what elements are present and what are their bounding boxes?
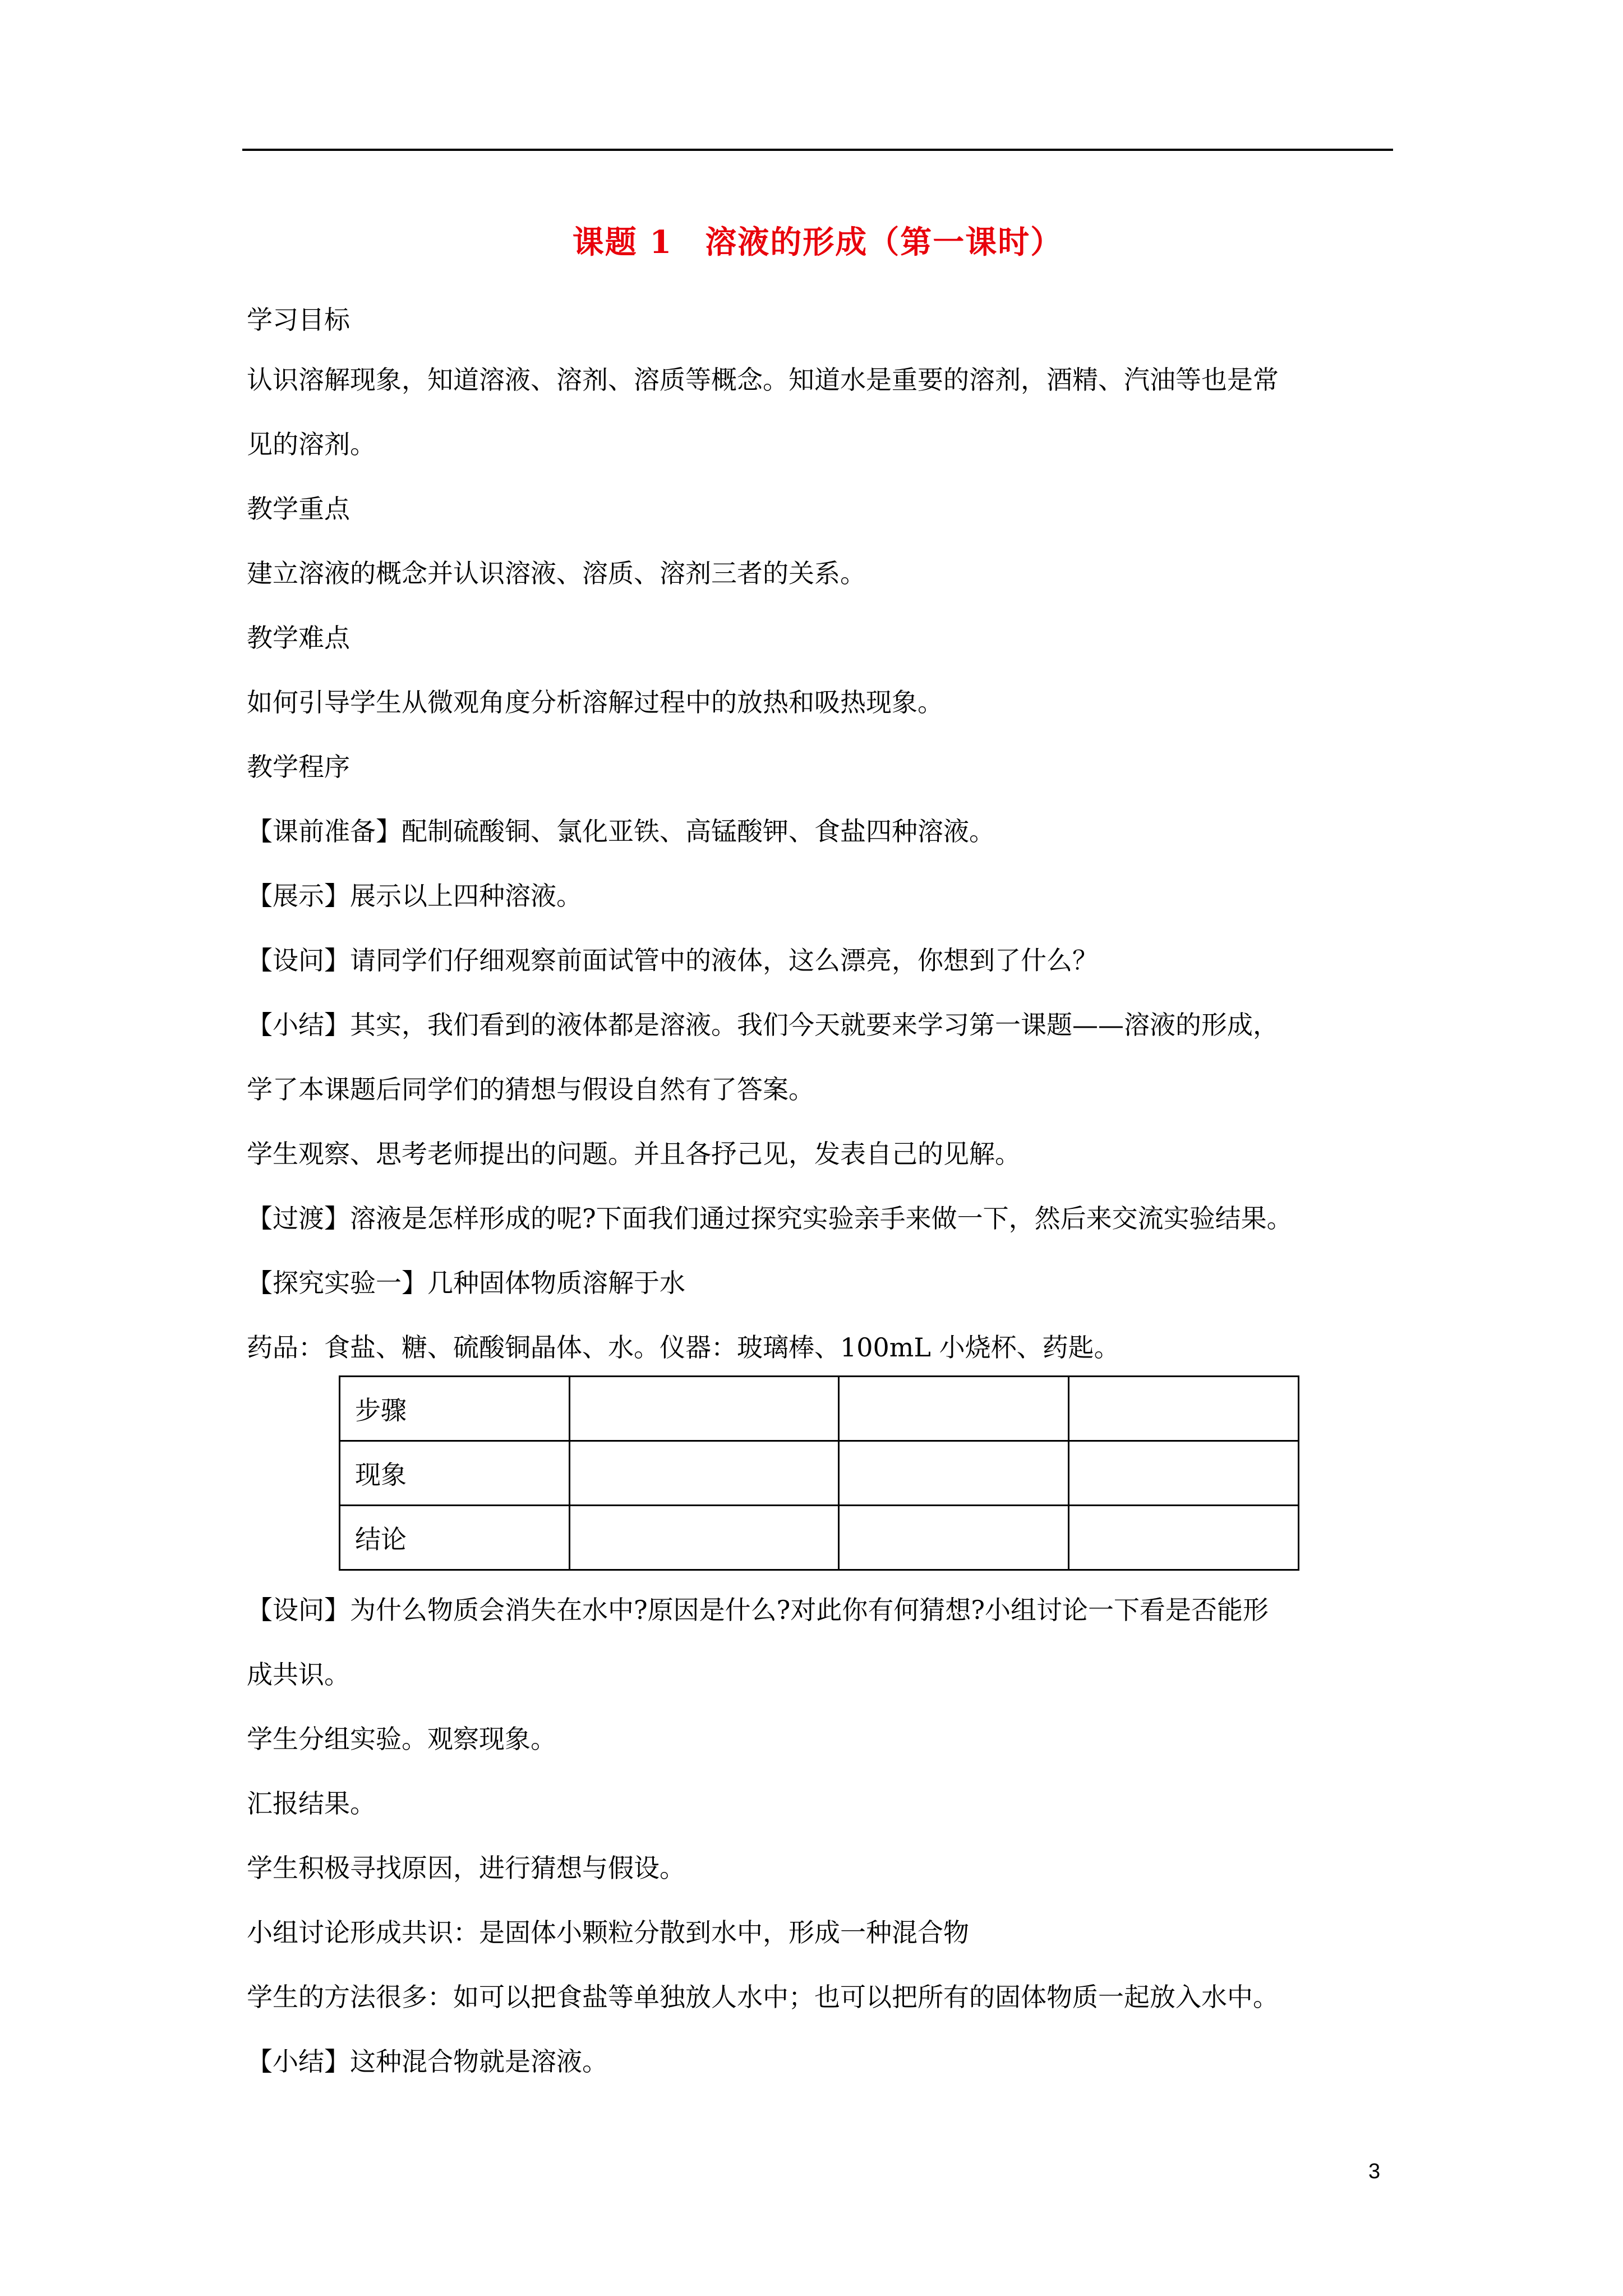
heading-learning-goals: 学习目标 <box>247 305 350 335</box>
table-cell <box>1069 1506 1299 1570</box>
table-cell: 现象 <box>340 1441 570 1506</box>
paragraph-line: 学了本课题后同学们的猜想与假设自然有了答案。 <box>247 1074 814 1105</box>
heading-difficulties: 教学难点 <box>247 623 350 653</box>
table-cell <box>1069 1377 1299 1441</box>
table-row <box>340 1377 1299 1441</box>
page-title: 课题 1 溶液的形成（第一课时） <box>572 224 1063 261</box>
header-rule <box>242 149 1393 151</box>
paragraph-line: 成共识。 <box>247 1659 350 1690</box>
page-number: 3 <box>1368 2160 1381 2183</box>
table-cell <box>839 1377 1069 1441</box>
table-row <box>340 1441 1299 1506</box>
paragraph-line: 见的溶剂。 <box>247 429 376 459</box>
paragraph-line: 认识溶解现象，知道溶液、溶剂、溶质等概念。知道水是重要的溶剂，酒精、汽油等也是常 <box>247 365 1279 395</box>
paragraph-line: 汇报结果。 <box>247 1788 376 1819</box>
table-cell <box>570 1506 839 1570</box>
paragraph-line: 小组讨论形成共识：是固体小颗粒分散到水中，形成一种混合物 <box>247 1917 969 1948</box>
paragraph-line: 【设问】为什么物质会消失在水中?原因是什么?对此你有何猜想?小组讨论一下看是否能形 <box>247 1595 1269 1625</box>
paragraph-line: 如何引导学生从微观角度分析溶解过程中的放热和吸热现象。 <box>247 687 943 717</box>
paragraph-line: 学生的方法很多：如可以把食盐等单独放人水中；也可以把所有的固体物质一起放入水中。 <box>247 1982 1279 2012</box>
paragraph-line: 学生观察、思考老师提出的问题。并且各抒己见，发表自己的见解。 <box>247 1139 1021 1169</box>
table-cell: 结论 <box>340 1506 570 1570</box>
table-cell <box>839 1441 1069 1506</box>
table-cell: 步骤 <box>340 1377 570 1441</box>
table-cell <box>570 1377 839 1441</box>
experiment-table <box>339 1375 1299 1571</box>
table-cell <box>1069 1441 1299 1506</box>
paragraph-line: 【过渡】溶液是怎样形成的呢?下面我们通过探究实验亲手来做一下，然后来交流实验结果。 <box>247 1203 1293 1234</box>
table-cell <box>570 1441 839 1506</box>
table-cell <box>839 1506 1069 1570</box>
paragraph-line: 【小结】其实，我们看到的液体都是溶液。我们今天就要来学习第一课题——溶液的形成， <box>247 1010 1279 1040</box>
paragraph-line: 学生积极寻找原因，进行猜想与假设。 <box>247 1853 685 1883</box>
paragraph-line: 【小结】这种混合物就是溶液。 <box>247 2046 608 2077</box>
paragraph-line: 【探究实验一】几种固体物质溶解于水 <box>247 1268 685 1298</box>
table-row <box>340 1506 1299 1570</box>
paragraph-line: 建立溶液的概念并认识溶液、溶质、溶剂三者的关系。 <box>247 558 866 588</box>
paragraph-line: 【设问】请同学们仔细观察前面试管中的液体，这么漂亮，你想到了什么？ <box>247 945 1098 976</box>
paragraph-line: 药品：食盐、糖、硫酸铜晶体、水。仪器：玻璃棒、100mL 小烧杯、药匙。 <box>247 1332 1120 1363</box>
paragraph-line: 【展示】展示以上四种溶液。 <box>247 881 582 911</box>
paragraph-line: 【课前准备】配制硫酸铜、氯化亚铁、高锰酸钾、食盐四种溶液。 <box>247 816 995 846</box>
heading-procedure: 教学程序 <box>247 752 350 782</box>
heading-key-points: 教学重点 <box>247 494 350 524</box>
paragraph-line: 学生分组实验。观察现象。 <box>247 1724 556 1754</box>
